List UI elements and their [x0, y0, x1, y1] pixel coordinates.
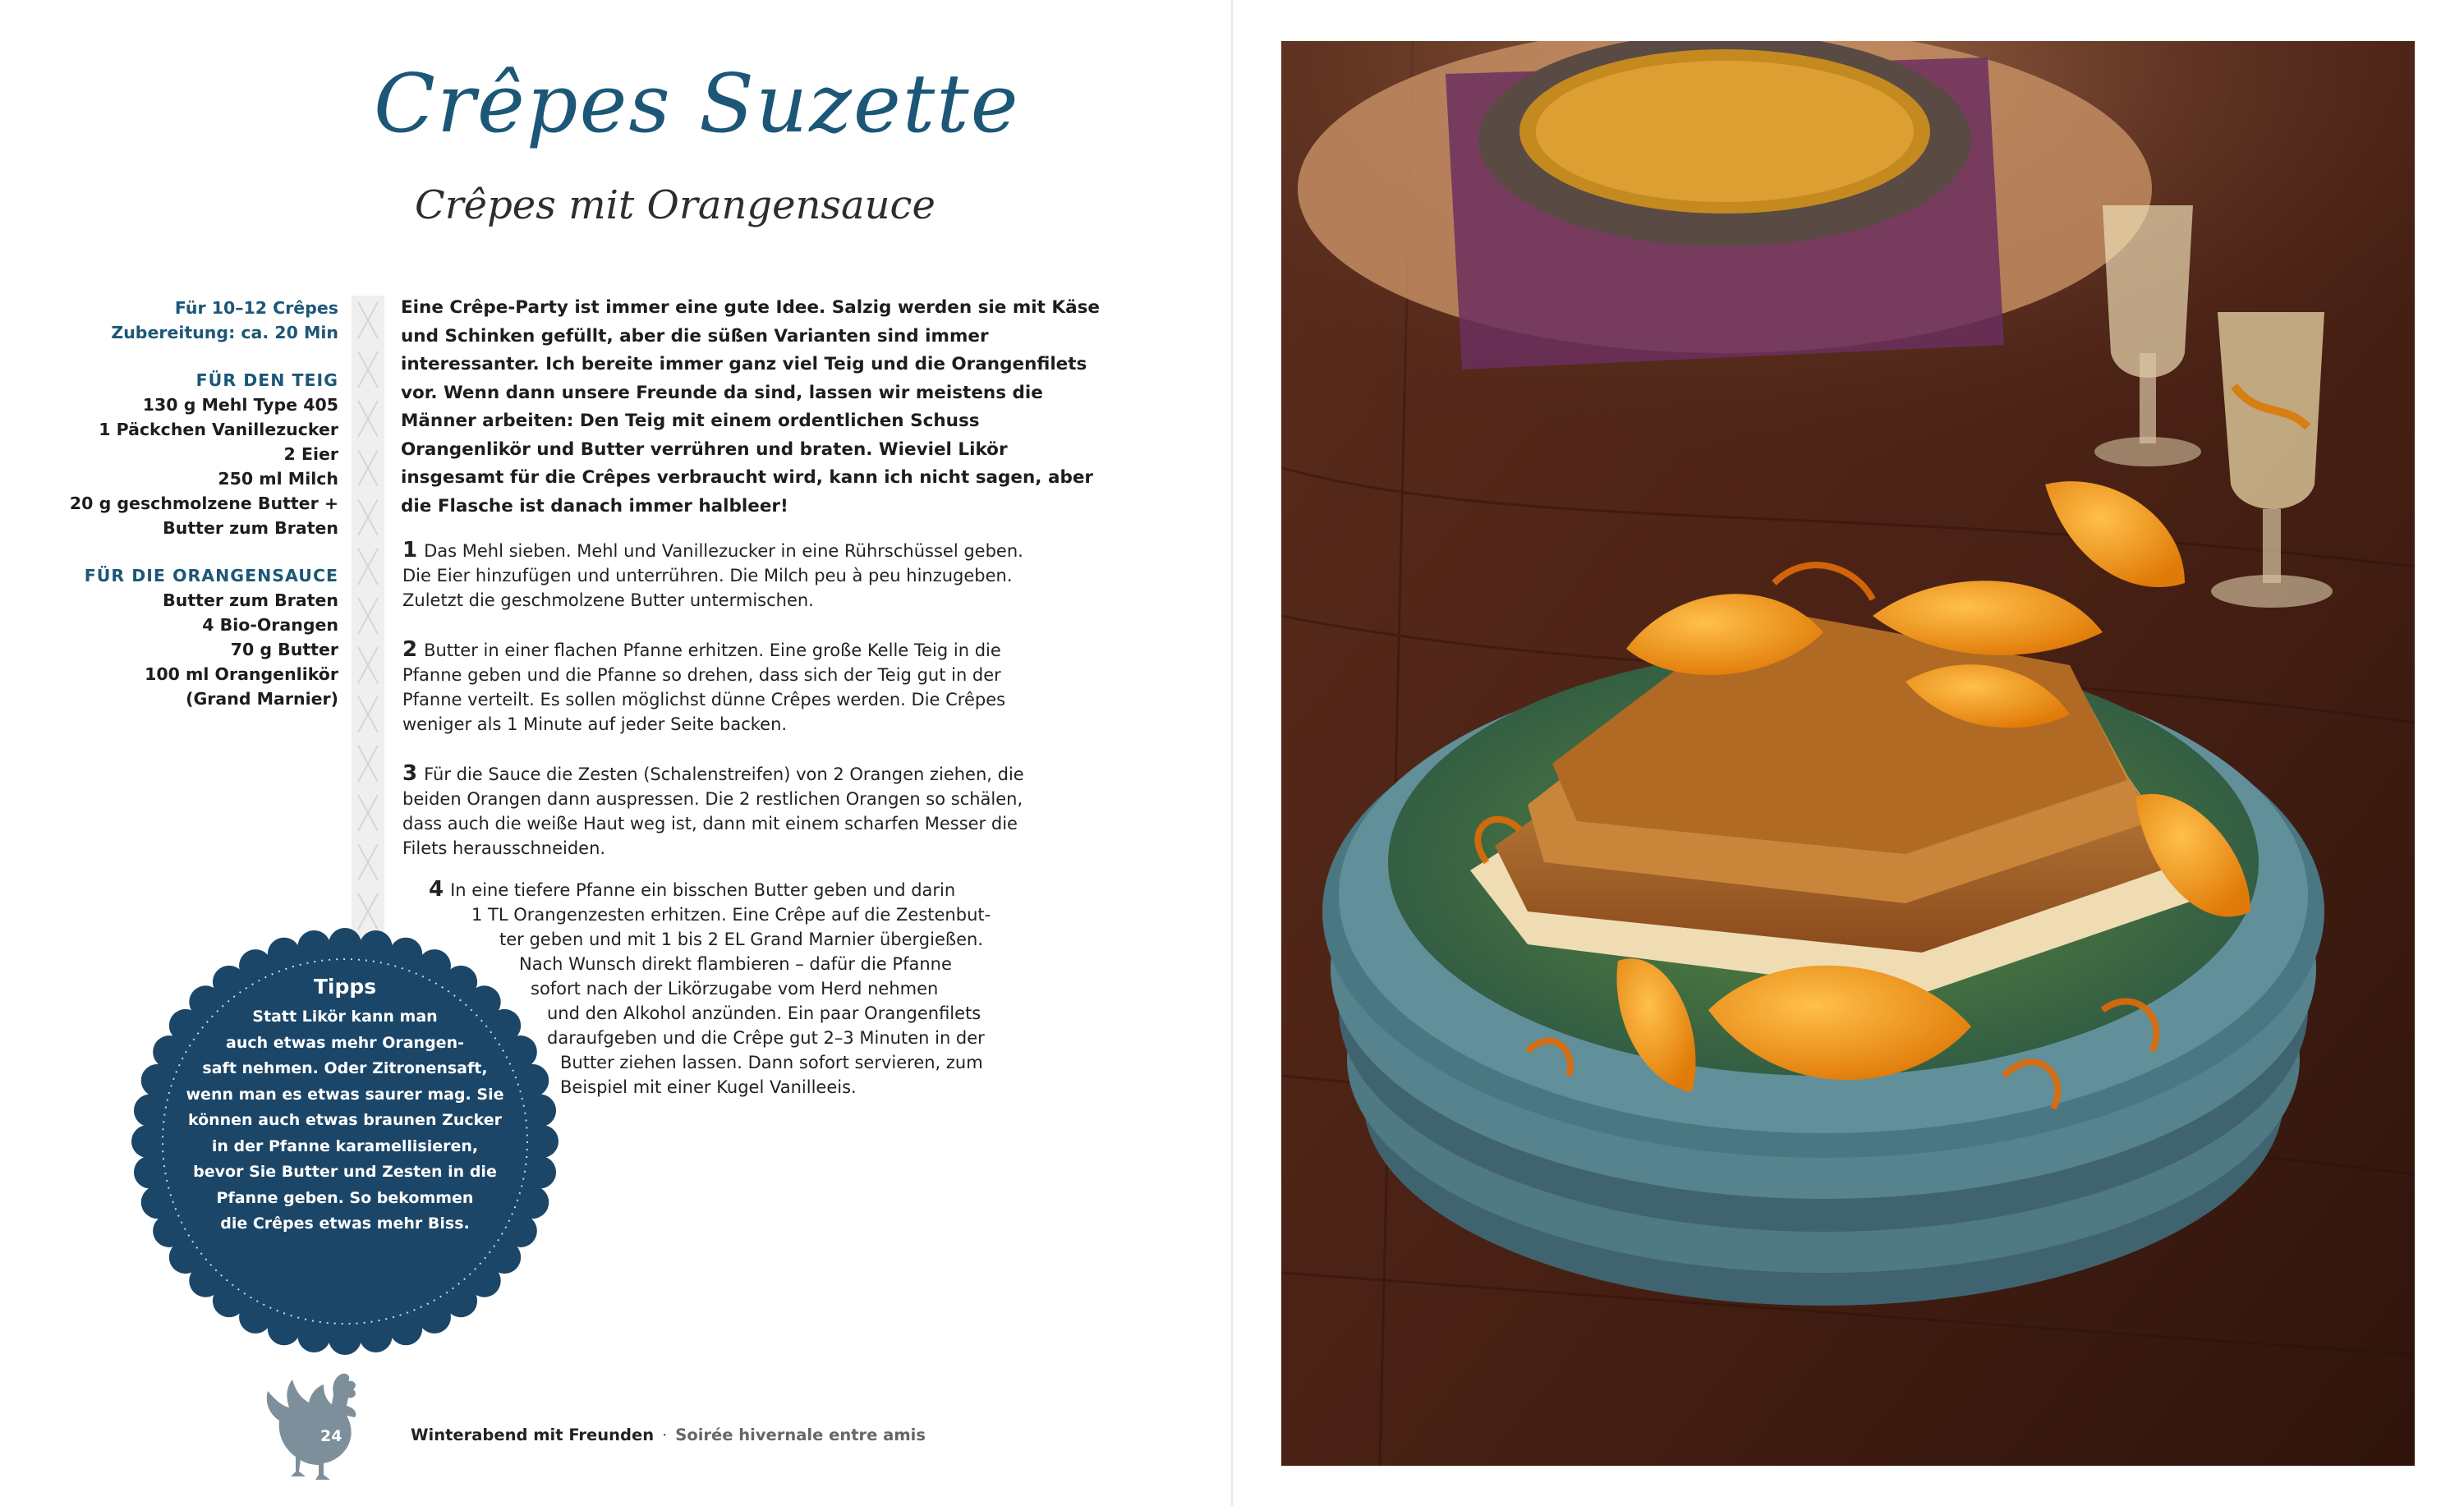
ingredient-item: Butter zum Braten	[163, 590, 338, 610]
step-number: 4	[429, 877, 444, 902]
tips-line: die Crêpes etwas mehr Biss.	[220, 1214, 470, 1233]
steps-list	[402, 538, 1035, 885]
step-text-line: Butter ziehen lassen. Dann sofort servieren, zum	[560, 1053, 983, 1072]
tips-line: Statt Likör kann man	[252, 1008, 438, 1026]
step-number: 2	[402, 637, 418, 662]
step-text-line: 1 TL Orangenzesten erhitzen. Eine Crêpe auf die Zestenbut-	[471, 905, 991, 925]
prep-time: Zubereitung: ca. 20 Min	[111, 323, 338, 342]
step-text: Butter in einer flachen Pfanne erhitzen. Eine große Kelle Teig in die Pfanne geben und die Pfanne so drehen, dass sich der Teig gut in der Pfanne verteilt. Es sollen möglichst dünne Crêpes werden. Die Crêpes weniger als 1 Minute auf jeder Seite backen.	[402, 641, 1006, 734]
servings: Für 10–12 Crêpes	[174, 298, 338, 318]
footer-section: Winterabend mit Freunden	[411, 1426, 655, 1444]
step-1	[402, 538, 1035, 613]
tips-line: auch etwas mehr Orangen-	[226, 1033, 464, 1052]
step-text-line: daraufgeben und die Crêpe gut 2–3 Minuten in der	[547, 1028, 985, 1048]
tips-line: wenn man es etwas saurer mag. Sie	[186, 1085, 504, 1104]
dough-heading: FÜR DEN TEIG	[195, 370, 338, 390]
tips-line: in der Pfanne karamellisieren,	[211, 1136, 479, 1155]
step-2	[402, 637, 1035, 737]
step-text-line: sofort nach der Likörzugabe vom Herd nehmen	[531, 979, 939, 999]
ingredient-item: (Grand Marnier)	[186, 689, 338, 709]
page-number: 24	[320, 1427, 342, 1445]
recipe-title: Crêpes Suzette	[374, 57, 1020, 151]
crepes-suzette-photo	[1281, 41, 2415, 1466]
ingredient-item: 4 Bio-Orangen	[202, 615, 338, 635]
ingredient-item: 2 Eier	[283, 444, 338, 464]
ingredient-item: Butter zum Braten	[163, 518, 338, 538]
ingredients-column	[16, 296, 338, 711]
footer-separator: ·	[662, 1426, 668, 1444]
running-footer	[411, 1426, 926, 1444]
ingredient-item: 250 ml Milch	[218, 469, 338, 489]
step-text: Das Mehl sieben. Mehl und Vanillezucker in eine Rührschüssel geben. Die Eier hinzufügen und unterrühren. Die Milch peu à peu hinzugeben. Zuletzt die geschmolzene Butter untermischen.	[402, 541, 1023, 610]
tips-line: Pfanne geben. So bekommen	[216, 1188, 474, 1207]
intro-paragraph: Eine Crêpe-Party ist immer eine gute Idee. Salzig werden sie mit Käse und Schinken gefüllt, aber die süßen Varianten sind immer interessanter. Ich bereite immer ganz viel Teig und die Orangenfilets vor. Wenn dann unsere Freunde da sind, lassen wir meistens die Männer arbeiten: Den Teig mit einem ordentlichen Schuss Orangenlikör und Butter verrühren und braten. Wieviel Likör insgesamt für die Crêpes verbraucht wird, kann ich nicht sagen, aber die Flasche ist danach immer halbleer!	[401, 297, 1100, 517]
tips-line: bevor Sie Butter und Zesten in die	[193, 1163, 497, 1181]
step-number: 1	[402, 538, 418, 562]
rooster-icon	[261, 1370, 376, 1489]
ingredient-item: 130 g Mehl Type 405	[142, 395, 338, 415]
ingredient-item: 100 ml Orangenlikör	[145, 664, 338, 684]
recipe-subtitle: Crêpes mit Orangensauce	[415, 182, 935, 228]
step-text: Für die Sauce die Zesten (Schalenstreifen) von 2 Orangen ziehen, die beiden Orangen dann auspressen. Die 2 restlichen Orangen so schälen, dass auch die weiße Haut weg ist, dann mit einem scharfen Messer die Filets herausschneiden.	[402, 764, 1024, 858]
ingredient-item: 1 Päckchen Vanillezucker	[99, 420, 338, 439]
sauce-heading: FÜR DIE ORANGENSAUCE	[84, 566, 338, 585]
step-3	[402, 761, 1035, 861]
ingredient-item: 70 g Butter	[230, 640, 338, 659]
tips-content	[131, 973, 559, 1237]
tips-line: saft nehmen. Oder Zitronensaft,	[202, 1059, 488, 1077]
ingredient-item: 20 g geschmolzene Butter +	[69, 494, 338, 513]
step-number: 3	[402, 761, 418, 786]
footer-section-french: Soirée hivernale entre amis	[675, 1426, 926, 1444]
step-text-line: Beispiel mit einer Kugel Vanilleeis.	[560, 1077, 857, 1097]
tips-line: können auch etwas braunen Zucker	[187, 1111, 503, 1129]
step-text-line: Nach Wunsch direkt flambieren – dafür die Pfanne	[519, 954, 952, 974]
step-text-line: und den Alkohol anzünden. Ein paar Orangenfilets	[547, 1003, 981, 1023]
step-text-line: ter geben und mit 1 bis 2 EL Grand Marnier übergießen.	[499, 930, 984, 949]
tips-title: Tipps	[313, 975, 377, 999]
step-text-line: In eine tiefere Pfanne ein bisschen Butter geben und darin	[450, 880, 956, 900]
